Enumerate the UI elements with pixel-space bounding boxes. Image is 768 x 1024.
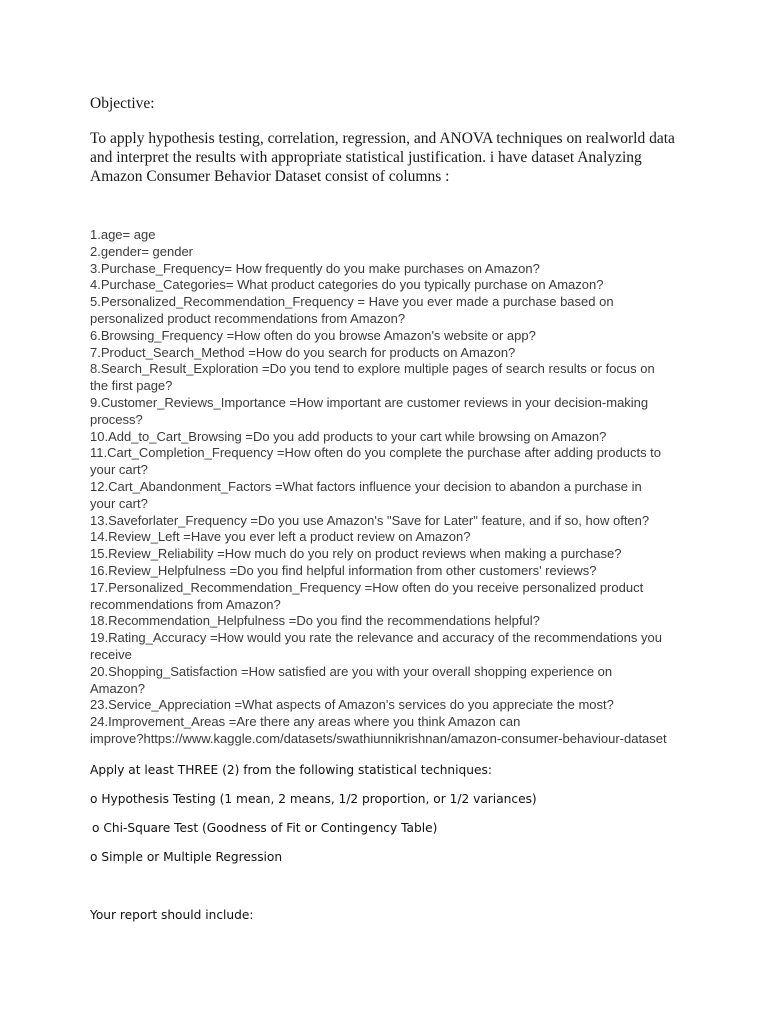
column-line: 19.Rating_Accuracy =How would you rate the relevance and accuracy of the recommendations you xyxy=(90,630,662,646)
technique-regression: o Simple or Multiple Regression xyxy=(90,850,283,864)
column-line: 8.Search_Result_Exploration =Do you tend to explore multiple pages of search results or focus on xyxy=(90,361,655,377)
column-line: 11.Cart_Completion_Frequency =How often do you complete the purchase after adding products to xyxy=(90,445,662,461)
column-line: 3.Purchase_Frequency= How frequently do you make purchases on Amazon? xyxy=(90,260,540,276)
column-line: 2.gender= gender xyxy=(90,243,194,259)
technique-chi-square: o Chi-Square Test (Goodness of Fit or Contingency Table) xyxy=(92,821,438,835)
column-line: 14.Review_Left =Have you ever left a product review on Amazon? xyxy=(90,529,471,545)
column-line: 5.Personalized_Recommendation_Frequency = Have you ever made a purchase based on xyxy=(90,294,614,310)
column-line: 18.Recommendation_Helpfulness =Do you find the recommendations helpful? xyxy=(90,613,540,629)
column-line: 4.Purchase_Categories= What product categories do you typically purchase on Amazon? xyxy=(90,277,604,293)
column-line: improve?https://www.kaggle.com/datasets/swathiunnikrishnan/amazon-consumer-behaviour-dataset xyxy=(90,730,667,746)
report-heading: Your report should include: xyxy=(90,908,254,922)
column-line: 24.Improvement_Areas =Are there any areas where you think Amazon can xyxy=(90,714,521,730)
intro-paragraph: To apply hypothesis testing, correlation, regression, and ANOVA techniques on realworld data and interpret the results with appropriate statistical justification. i have dataset Analyzing Amazon Consumer Behavior Dataset consist of columns : xyxy=(90,130,675,185)
column-line: 20.Shopping_Satisfaction =How satisfied are you with your overall shopping experience on xyxy=(90,663,613,679)
column-line: 1.age= age xyxy=(90,227,156,242)
column-line: your cart? xyxy=(90,495,148,511)
technique-hypothesis-testing: o Hypothesis Testing (1 mean, 2 means, 1/2 proportion, or 1/2 variances) xyxy=(90,792,537,806)
column-line: 12.Cart_Abandonment_Factors =What factors influence your decision to abandon a purchase in xyxy=(90,478,642,494)
column-line: the first page? xyxy=(90,378,173,394)
column-line: receive xyxy=(90,646,132,662)
column-line: personalized product recommendations from Amazon? xyxy=(90,310,406,326)
apply-instruction: Apply at least THREE (2) from the following statistical techniques: xyxy=(90,763,492,777)
column-list xyxy=(90,227,690,748)
column-line: 15.Review_Reliability =How much do you rely on product reviews when making a purchase? xyxy=(90,546,622,562)
column-line: 10.Add_to_Cart_Browsing =Do you add products to your cart while browsing on Amazon? xyxy=(90,428,607,444)
column-line: 23.Service_Appreciation =What aspects of Amazon's services do you appreciate the most? xyxy=(90,697,614,713)
objective-heading: Objective: xyxy=(90,95,155,112)
column-line: 13.Saveforlater_Frequency =Do you use Amazon's "Save for Later" feature, and if so, how often? xyxy=(90,512,650,528)
column-line: 16.Review_Helpfulness =Do you find helpful information from other customers' reviews? xyxy=(90,562,597,578)
column-line: 9.Customer_Reviews_Importance =How important are customer reviews in your decision-making xyxy=(90,394,649,410)
column-line: 17.Personalized_Recommendation_Frequency =How often do you receive personalized product xyxy=(90,579,644,595)
column-line: 6.Browsing_Frequency =How often do you browse Amazon's website or app? xyxy=(90,327,536,343)
column-line: recommendations from Amazon? xyxy=(90,596,281,612)
column-line: your cart? xyxy=(90,462,148,478)
column-line: process? xyxy=(90,411,143,427)
column-line: 7.Product_Search_Method =How do you search for products on Amazon? xyxy=(90,344,516,360)
column-line: Amazon? xyxy=(90,680,145,696)
